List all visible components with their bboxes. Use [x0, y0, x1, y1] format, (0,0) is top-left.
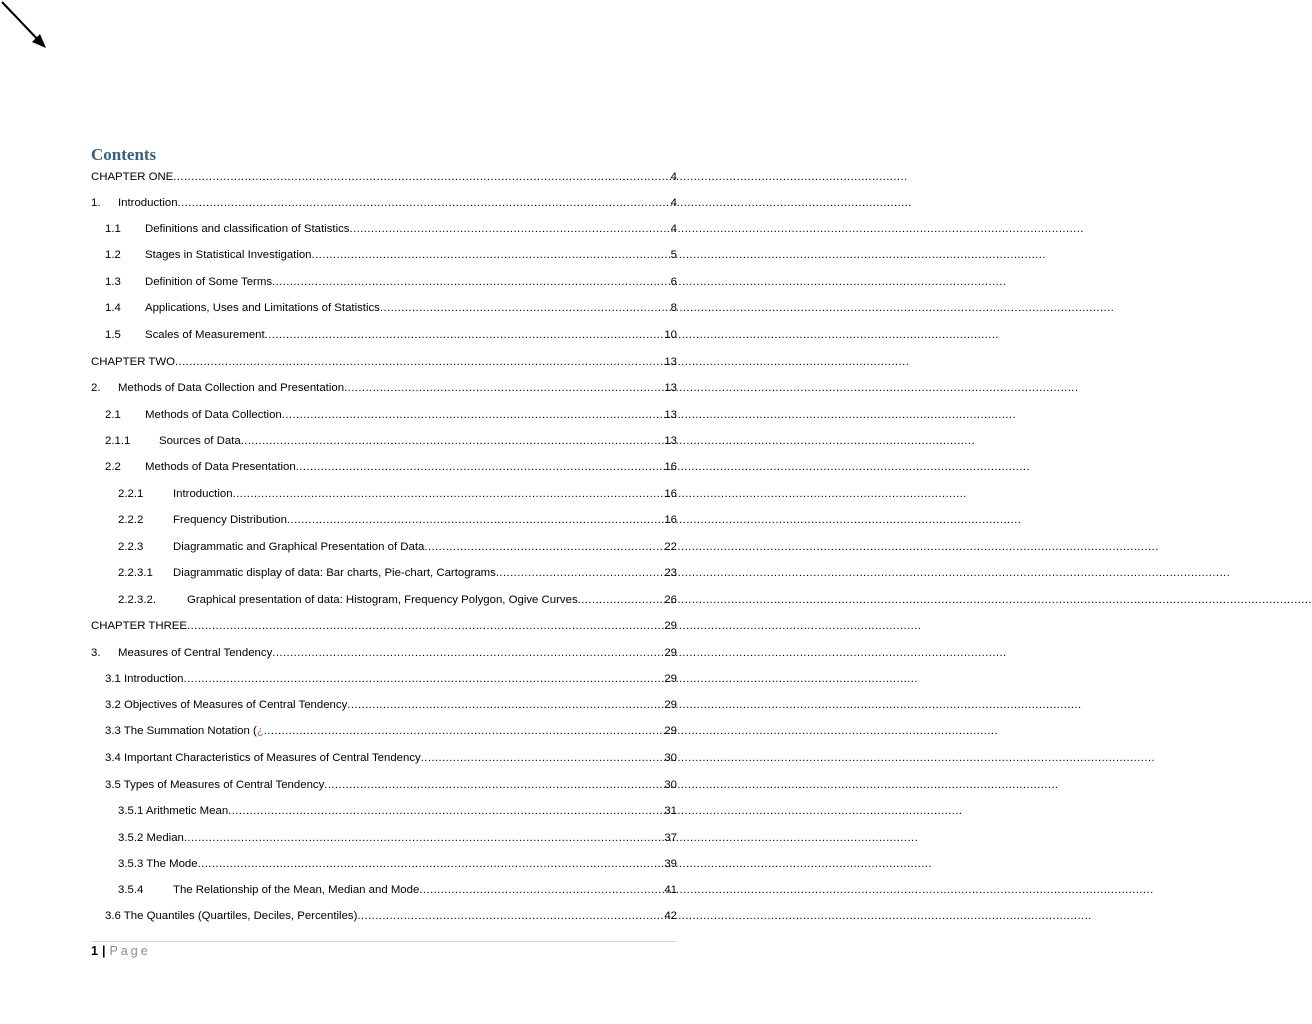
toc-entry[interactable] — [105, 718, 677, 738]
toc-entry-page: 37 — [664, 832, 677, 844]
toc-entry-title: Introduction — [118, 197, 178, 209]
toc-dot-leader — [324, 779, 664, 792]
toc-entry-title: CHAPTER ONE — [91, 171, 174, 183]
toc-entry[interactable] — [105, 269, 677, 289]
footer-separator: | — [101, 944, 106, 958]
toc-entry-number: 1.3 — [105, 276, 121, 288]
toc-entry[interactable] — [118, 587, 677, 607]
toc-entry[interactable] — [118, 877, 677, 897]
toc-entry[interactable] — [91, 190, 677, 210]
toc-entry-title: Introduction — [173, 488, 233, 500]
toc-entry[interactable] — [105, 428, 677, 448]
toc-dot-leader — [347, 699, 664, 712]
toc-dot-leader — [424, 541, 664, 554]
toc-entry[interactable] — [118, 507, 677, 527]
toc-entry-page: 13 — [664, 409, 677, 421]
toc-dot-leader — [272, 276, 671, 289]
toc-entry-page: 10 — [664, 329, 677, 341]
toc-entry[interactable] — [105, 772, 677, 792]
toc-entry-title: 3.5 Types of Measures of Central Tendency — [105, 779, 325, 791]
toc-entry-page: 39 — [664, 858, 677, 870]
toc-entry-title: 3.5.2 Median — [118, 832, 184, 844]
toc-entry-title: 3.6 The Quantiles (Quartiles, Deciles, Percentiles) — [105, 910, 358, 922]
footer-page-number: 1 — [91, 944, 98, 958]
toc-entry-number: 1.2 — [105, 249, 121, 261]
toc-entry-number: 3. — [91, 647, 101, 659]
toc-entry-title: Methods of Data Collection — [145, 409, 282, 421]
toc-entry-page: 29 — [664, 699, 677, 711]
toc-entry-page: 4 — [670, 223, 677, 235]
toc-entry[interactable] — [105, 216, 677, 236]
toc-entry-title: 3.1 Introduction — [105, 673, 184, 685]
toc-dot-leader — [173, 171, 670, 184]
toc-entry-page: 29 — [664, 673, 677, 685]
toc-entry-number: 1.1 — [105, 223, 121, 235]
toc-entry-page: 29 — [664, 725, 677, 737]
toc-entry-title: Measures of Central Tendency — [118, 647, 273, 659]
toc-entry-number: 2. — [91, 382, 101, 394]
toc-entry-page: 5 — [670, 249, 677, 261]
toc-entry-title: Methods of Data Collection and Presentation — [118, 382, 345, 394]
toc-dot-leader — [282, 409, 665, 422]
toc-entry-title: Sources of Data — [159, 435, 241, 447]
toc-entry-page: 30 — [664, 752, 677, 764]
toc-entry[interactable] — [105, 454, 677, 474]
toc-entry[interactable] — [118, 851, 677, 871]
toc-entry-title: Definitions and classification of Statistics — [145, 223, 350, 235]
toc-entry-number: 2.2.1 — [118, 488, 144, 500]
toc-entry-symbol: ¿ — [256, 725, 264, 737]
toc-entry[interactable] — [105, 322, 677, 342]
toc-dot-leader — [344, 382, 664, 395]
toc-entry[interactable] — [105, 745, 677, 765]
toc-entry[interactable] — [105, 242, 677, 262]
toc-entry-page: 42 — [664, 910, 677, 922]
toc-entry[interactable] — [91, 164, 677, 184]
toc-dot-leader — [241, 435, 665, 448]
toc-dot-leader — [198, 858, 665, 871]
toc-dot-leader — [350, 223, 671, 236]
toc-dot-leader — [312, 249, 671, 262]
toc-entry-page: 30 — [664, 779, 677, 791]
page-footer — [91, 944, 151, 958]
toc-entry[interactable] — [91, 375, 677, 395]
toc-entry-page: 41 — [664, 884, 677, 896]
toc-dot-leader — [380, 302, 671, 315]
toc-dot-leader — [264, 725, 665, 738]
toc-entry-number: 3.5.4 — [118, 884, 144, 896]
toc-entry-title: 3.5.3 The Mode — [118, 858, 198, 870]
toc-entry-number: 1.5 — [105, 329, 121, 341]
toc-entry-title: 3.5.1 Arithmetic Mean — [118, 805, 229, 817]
toc-entry-page: 13 — [664, 356, 677, 368]
toc-dot-leader — [265, 329, 665, 342]
toc-entry-number: 2.2.2 — [118, 514, 144, 526]
toc-entry[interactable] — [91, 640, 677, 660]
toc-dot-leader — [178, 197, 671, 210]
toc-entry-title: Graphical presentation of data: Histogram, Frequency Polygon, Ogive Curves — [187, 594, 578, 606]
toc-dot-leader — [175, 356, 664, 369]
toc-entry-title: Frequency Distribution — [173, 514, 287, 526]
footer-divider — [91, 941, 677, 942]
toc-entry[interactable] — [105, 666, 677, 686]
toc-entry-page: 16 — [664, 461, 677, 473]
toc-entry-title: Methods of Data Presentation — [145, 461, 296, 473]
toc-entry-number: 2.1 — [105, 409, 121, 421]
toc-entry-number: 2.2.3.1 — [118, 567, 153, 579]
toc-entry-number: 1. — [91, 197, 101, 209]
toc-dot-leader — [496, 567, 664, 580]
toc-dot-leader — [272, 647, 664, 660]
toc-entry-page: 4 — [670, 197, 677, 209]
toc-entry-title: Diagrammatic and Graphical Presentation of Data — [173, 541, 425, 553]
toc-entry[interactable] — [91, 349, 677, 369]
toc-entry[interactable] — [118, 560, 677, 580]
toc-entry-number: 2.2 — [105, 461, 121, 473]
toc-entry-page: 29 — [664, 620, 677, 632]
toc-entry-number: 2.1.1 — [105, 435, 131, 447]
toc-entry[interactable] — [105, 903, 677, 923]
toc-entry-title: CHAPTER THREE — [91, 620, 187, 632]
toc-entry-page: 13 — [664, 382, 677, 394]
toc-entry-title: 3.2 Objectives of Measures of Central Tendency — [105, 699, 348, 711]
toc-entry[interactable] — [105, 692, 677, 712]
toc-entry-page: 29 — [664, 647, 677, 659]
toc-entry-number: 2.2.3 — [118, 541, 144, 553]
toc-dot-leader — [421, 752, 665, 765]
toc-dot-leader — [187, 620, 664, 633]
toc-entry[interactable] — [118, 481, 677, 501]
toc-dot-leader — [419, 884, 664, 897]
toc-dot-leader — [287, 514, 664, 527]
toc-entry-page: 31 — [664, 805, 677, 817]
toc-entry-page: 16 — [664, 514, 677, 526]
toc-entry-page: 4 — [670, 171, 677, 183]
toc-dot-leader — [578, 594, 665, 607]
toc-dot-leader — [184, 832, 664, 845]
toc-dot-leader — [233, 488, 665, 501]
toc-dot-leader — [357, 910, 664, 923]
toc-entry[interactable] — [118, 798, 677, 818]
toc-entry-title: Diagrammatic display of data: Bar charts, Pie-chart, Cartograms — [173, 567, 496, 579]
toc-entry-title: The Relationship of the Mean, Median and Mode — [173, 884, 420, 896]
toc-entry[interactable] — [105, 402, 677, 422]
toc-entry-title: 3.3 The Summation Notation ( — [105, 725, 257, 737]
toc-entry-page: 16 — [664, 488, 677, 500]
toc-title: Contents — [91, 145, 157, 164]
toc-dot-leader — [184, 673, 665, 686]
toc-dot-leader — [296, 461, 665, 474]
cursor-arrow-icon — [0, 0, 60, 60]
toc-entry-title: Applications, Uses and Limitations of Statistics — [145, 302, 380, 314]
toc-entry-page: 13 — [664, 435, 677, 447]
toc-entry-title: CHAPTER TWO — [91, 356, 175, 368]
toc-entry[interactable] — [105, 295, 677, 315]
toc-entry[interactable] — [91, 613, 677, 633]
toc-entry-page: 23 — [664, 567, 677, 579]
toc-entry-number: 1.4 — [105, 302, 121, 314]
toc-entry[interactable] — [118, 825, 677, 845]
toc-entry-page: 26 — [664, 594, 677, 606]
toc-entry-page: 8 — [670, 302, 677, 314]
toc-entry-page: 22 — [664, 541, 677, 553]
toc-entry-title: Scales of Measurement — [145, 329, 265, 341]
toc-entry[interactable] — [118, 534, 677, 554]
toc-entry-title: Definition of Some Terms — [145, 276, 273, 288]
toc-entry-title: Stages in Statistical Investigation — [145, 249, 312, 261]
toc-dot-leader — [228, 805, 664, 818]
toc-entry-number: 2.2.3.2. — [118, 594, 156, 606]
toc-entry-title: 3.4 Important Characteristics of Measures of Central Tendency — [105, 752, 421, 764]
toc-entry-page: 6 — [670, 276, 677, 288]
footer-page-word: Page — [109, 944, 151, 958]
